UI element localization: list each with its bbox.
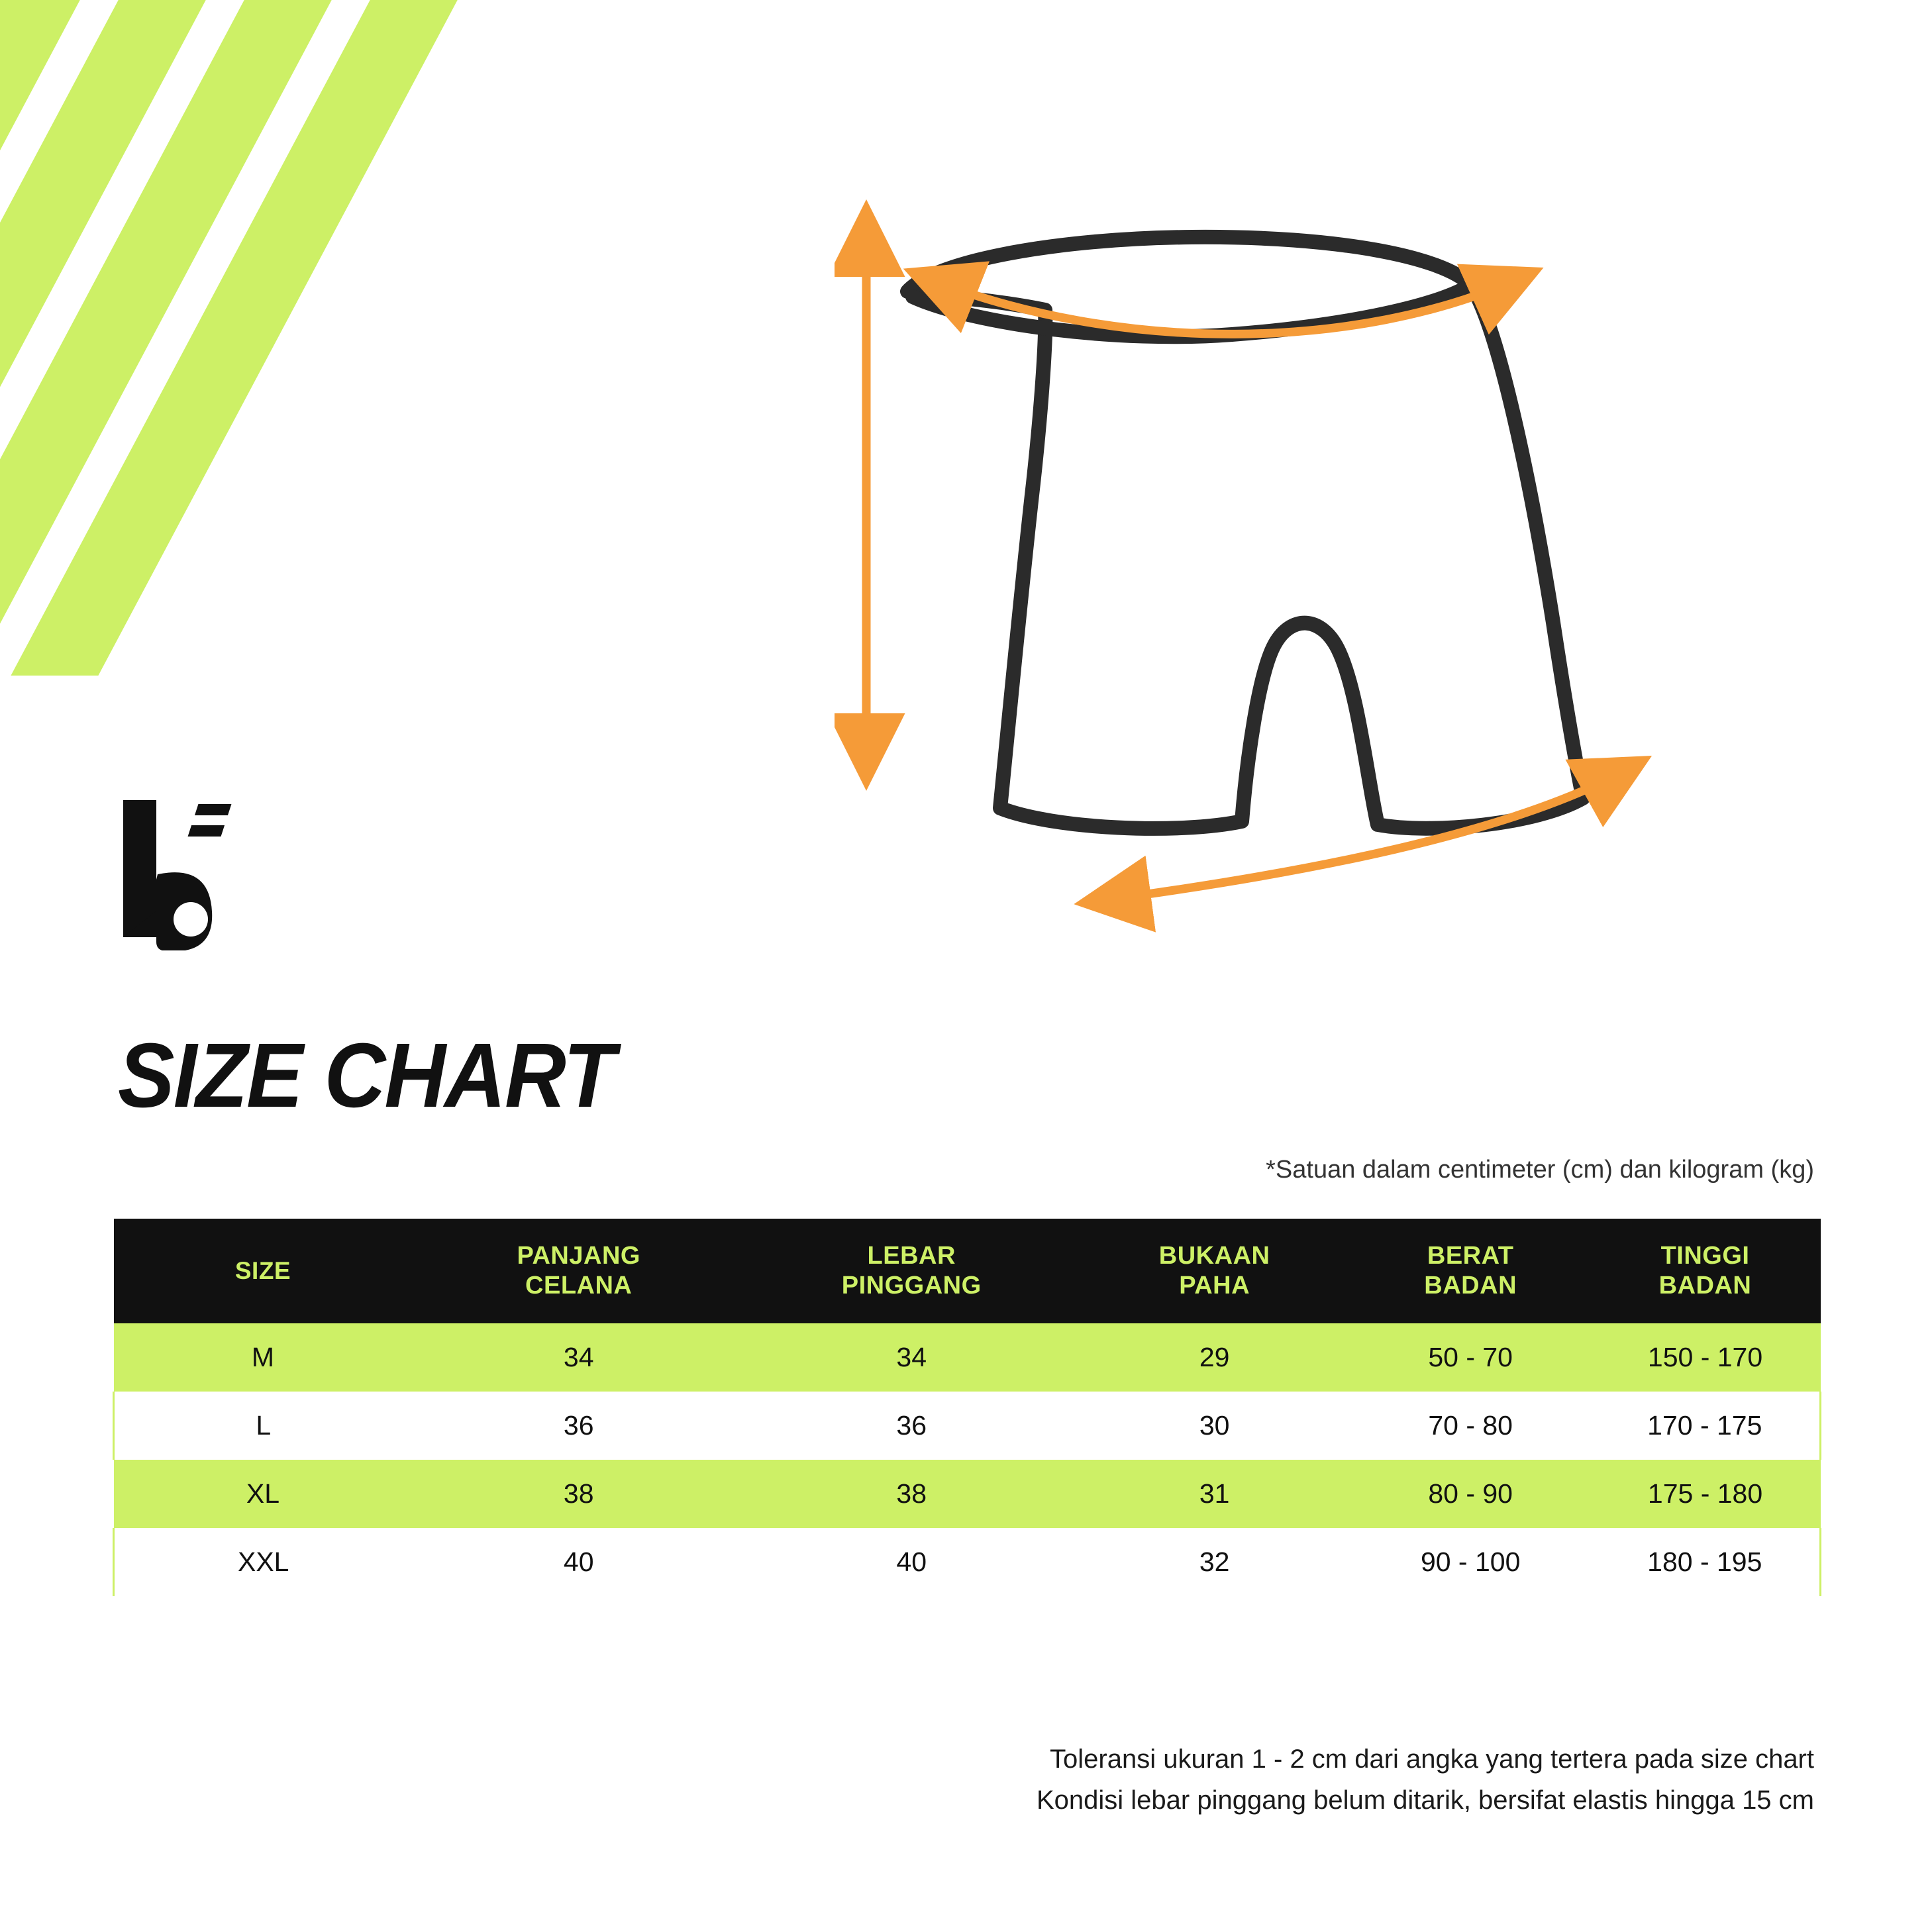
- shorts-diagram: [835, 199, 1815, 1099]
- cell-panjang-celana: 38: [412, 1460, 745, 1528]
- cell-berat-badan: 70 - 80: [1351, 1392, 1590, 1460]
- column-header-berat-badan: BERAT BADAN: [1351, 1219, 1590, 1323]
- cell-tinggi-badan: 180 - 195: [1590, 1528, 1821, 1596]
- cell-berat-badan: 90 - 100: [1351, 1528, 1590, 1596]
- size-chart-table: [113, 1219, 1821, 1596]
- cell-lebar-pinggang: 40: [745, 1528, 1078, 1596]
- unit-note: *Satuan dalam centimeter (cm) dan kilogram (kg): [1266, 1156, 1814, 1184]
- page-title: SIZE CHART: [118, 1025, 615, 1127]
- column-header-panjang-celana: PANJANG CELANA: [412, 1219, 745, 1323]
- cell-bukaan-paha: 30: [1078, 1392, 1350, 1460]
- cell-size: L: [114, 1392, 413, 1460]
- cell-lebar-pinggang: 38: [745, 1460, 1078, 1528]
- column-header-bukaan-paha: BUKAAN PAHA: [1078, 1219, 1350, 1323]
- table-header-row: [114, 1219, 1821, 1323]
- cell-bukaan-paha: 32: [1078, 1528, 1350, 1596]
- footnote-elasticity: Kondisi lebar pinggang belum ditarik, bersifat elastis hingga 15 cm: [1036, 1786, 1814, 1815]
- brand-logo-icon: [117, 795, 256, 950]
- cell-lebar-pinggang: 34: [745, 1323, 1078, 1392]
- cell-berat-badan: 50 - 70: [1351, 1323, 1590, 1392]
- cell-lebar-pinggang: 36: [745, 1392, 1078, 1460]
- cell-bukaan-paha: 29: [1078, 1323, 1350, 1392]
- footnote-tolerance: Toleransi ukuran 1 - 2 cm dari angka yang tertera pada size chart: [1050, 1745, 1814, 1774]
- cell-tinggi-badan: 175 - 180: [1590, 1460, 1821, 1528]
- cell-panjang-celana: 36: [412, 1392, 745, 1460]
- cell-tinggi-badan: 150 - 170: [1590, 1323, 1821, 1392]
- table-row: [114, 1528, 1821, 1596]
- cell-bukaan-paha: 31: [1078, 1460, 1350, 1528]
- cell-size: XXL: [114, 1528, 413, 1596]
- cell-panjang-celana: 34: [412, 1323, 745, 1392]
- decorative-stripes: [0, 0, 748, 715]
- cell-tinggi-badan: 170 - 175: [1590, 1392, 1821, 1460]
- column-header-size: SIZE: [114, 1219, 413, 1323]
- table-row: [114, 1460, 1821, 1528]
- column-header-lebar-pinggang: LEBAR PINGGANG: [745, 1219, 1078, 1323]
- cell-size: XL: [114, 1460, 413, 1528]
- cell-size: M: [114, 1323, 413, 1392]
- cell-berat-badan: 80 - 90: [1351, 1460, 1590, 1528]
- cell-panjang-celana: 40: [412, 1528, 745, 1596]
- column-header-tinggi-badan: TINGGI BADAN: [1590, 1219, 1821, 1323]
- footnotes: [1037, 1739, 1814, 1821]
- table-row: [114, 1323, 1821, 1392]
- table-row: [114, 1392, 1821, 1460]
